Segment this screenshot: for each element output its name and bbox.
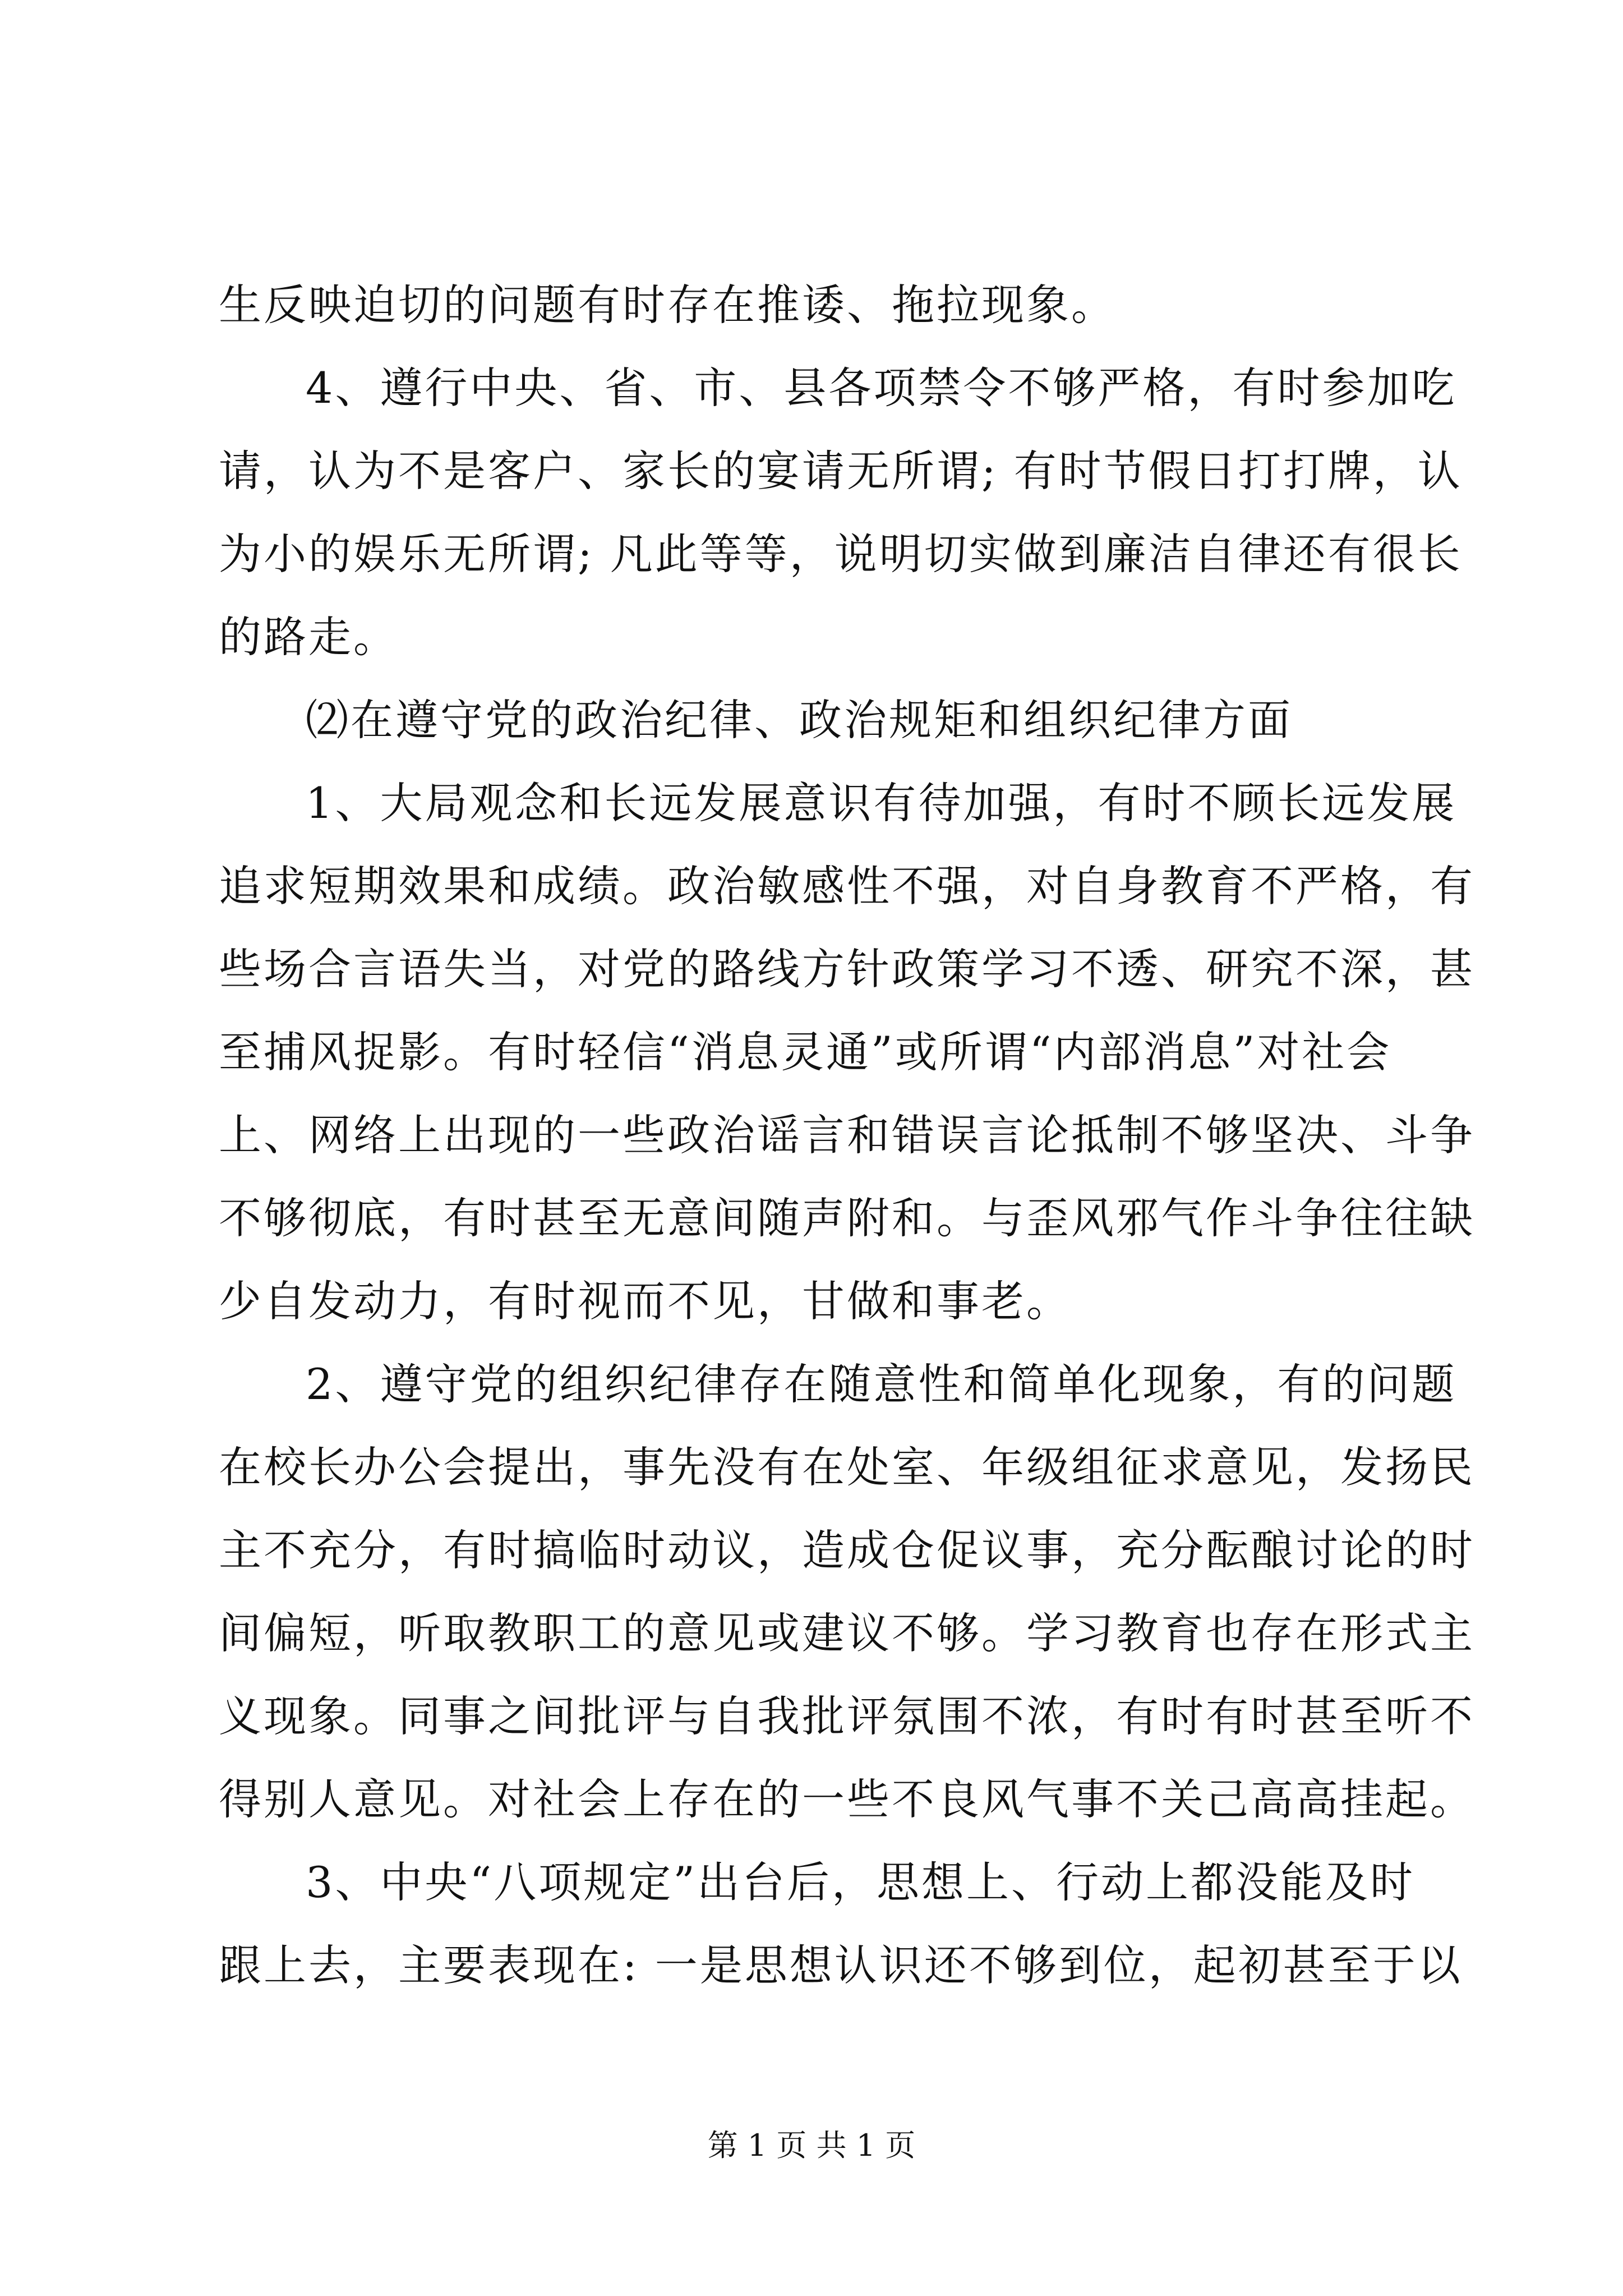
text-line: 上、网络上出现的一些政治谣言和错误言论抵制不够坚决、斗争	[219, 1110, 1475, 1160]
text-line: 的路走。	[219, 612, 398, 662]
paragraph-start-line: 3、中央“八项规定”出台后，思想上、行动上都没能及时	[306, 1857, 1415, 1907]
text-line: 不够彻底，有时甚至无意间随声附和。与歪风邪气作斗争往往缺	[219, 1193, 1475, 1243]
text-line: 追求短期效果和成绩。政治敏感性不强，对自身教育不严格，有	[219, 861, 1475, 911]
text-line: 少自发动力，有时视而不见，甘做和事老。	[219, 1276, 1071, 1326]
text-line: 间偏短，听取教职工的意见或建议不够。学习教育也存在形式主	[219, 1608, 1475, 1658]
paragraph-start-line: 1、大局观念和长远发展意识有待加强，有时不顾长远发展	[306, 778, 1457, 828]
text-line: 至捕风捉影。有时轻信“消息灵通”或所谓“内部消息”对社会	[219, 1027, 1392, 1077]
text-line: 请，认为不是客户、家长的宴请无所谓; 有时节假日打打牌，认	[219, 446, 1463, 496]
section-heading: ⑵在遵守党的政治纪律、政治规矩和组织纪律方面	[306, 695, 1293, 745]
text-line: 义现象。同事之间批评与自我批评氛围不浓，有时有时甚至听不	[219, 1691, 1475, 1741]
text-line: 主不充分，有时搞临时动议，造成仓促议事，充分酝酿讨论的时	[219, 1525, 1475, 1575]
text-line: 跟上去，主要表现在: 一是思想认识还不够到位，起初甚至于以	[219, 1940, 1463, 1990]
document-body	[219, 264, 1475, 2007]
page-footer: 第 1 页 共 1 页	[707, 2128, 916, 2163]
paragraph-start-line: 2、遵守党的组织纪律存在随意性和简单化现象，有的问题	[306, 1359, 1457, 1409]
text-line: 得别人意见。对社会上存在的一些不良风气事不关己高高挂起。	[219, 1774, 1475, 1824]
text-line: 在校长办公会提出，事先没有在处室、年级组征求意见，发扬民	[219, 1442, 1475, 1492]
text-line: 些场合言语失当，对党的路线方针政策学习不透、研究不深，甚	[219, 944, 1475, 994]
paragraph-start-line: 4、遵行中央、省、市、县各项禁令不够严格，有时参加吃	[306, 363, 1457, 413]
text-line: 生反映迫切的问题有时存在推诿、拖拉现象。	[219, 280, 1116, 330]
text-line: 为小的娱乐无所谓; 凡此等等，说明切实做到廉洁自律还有很长	[219, 529, 1463, 579]
